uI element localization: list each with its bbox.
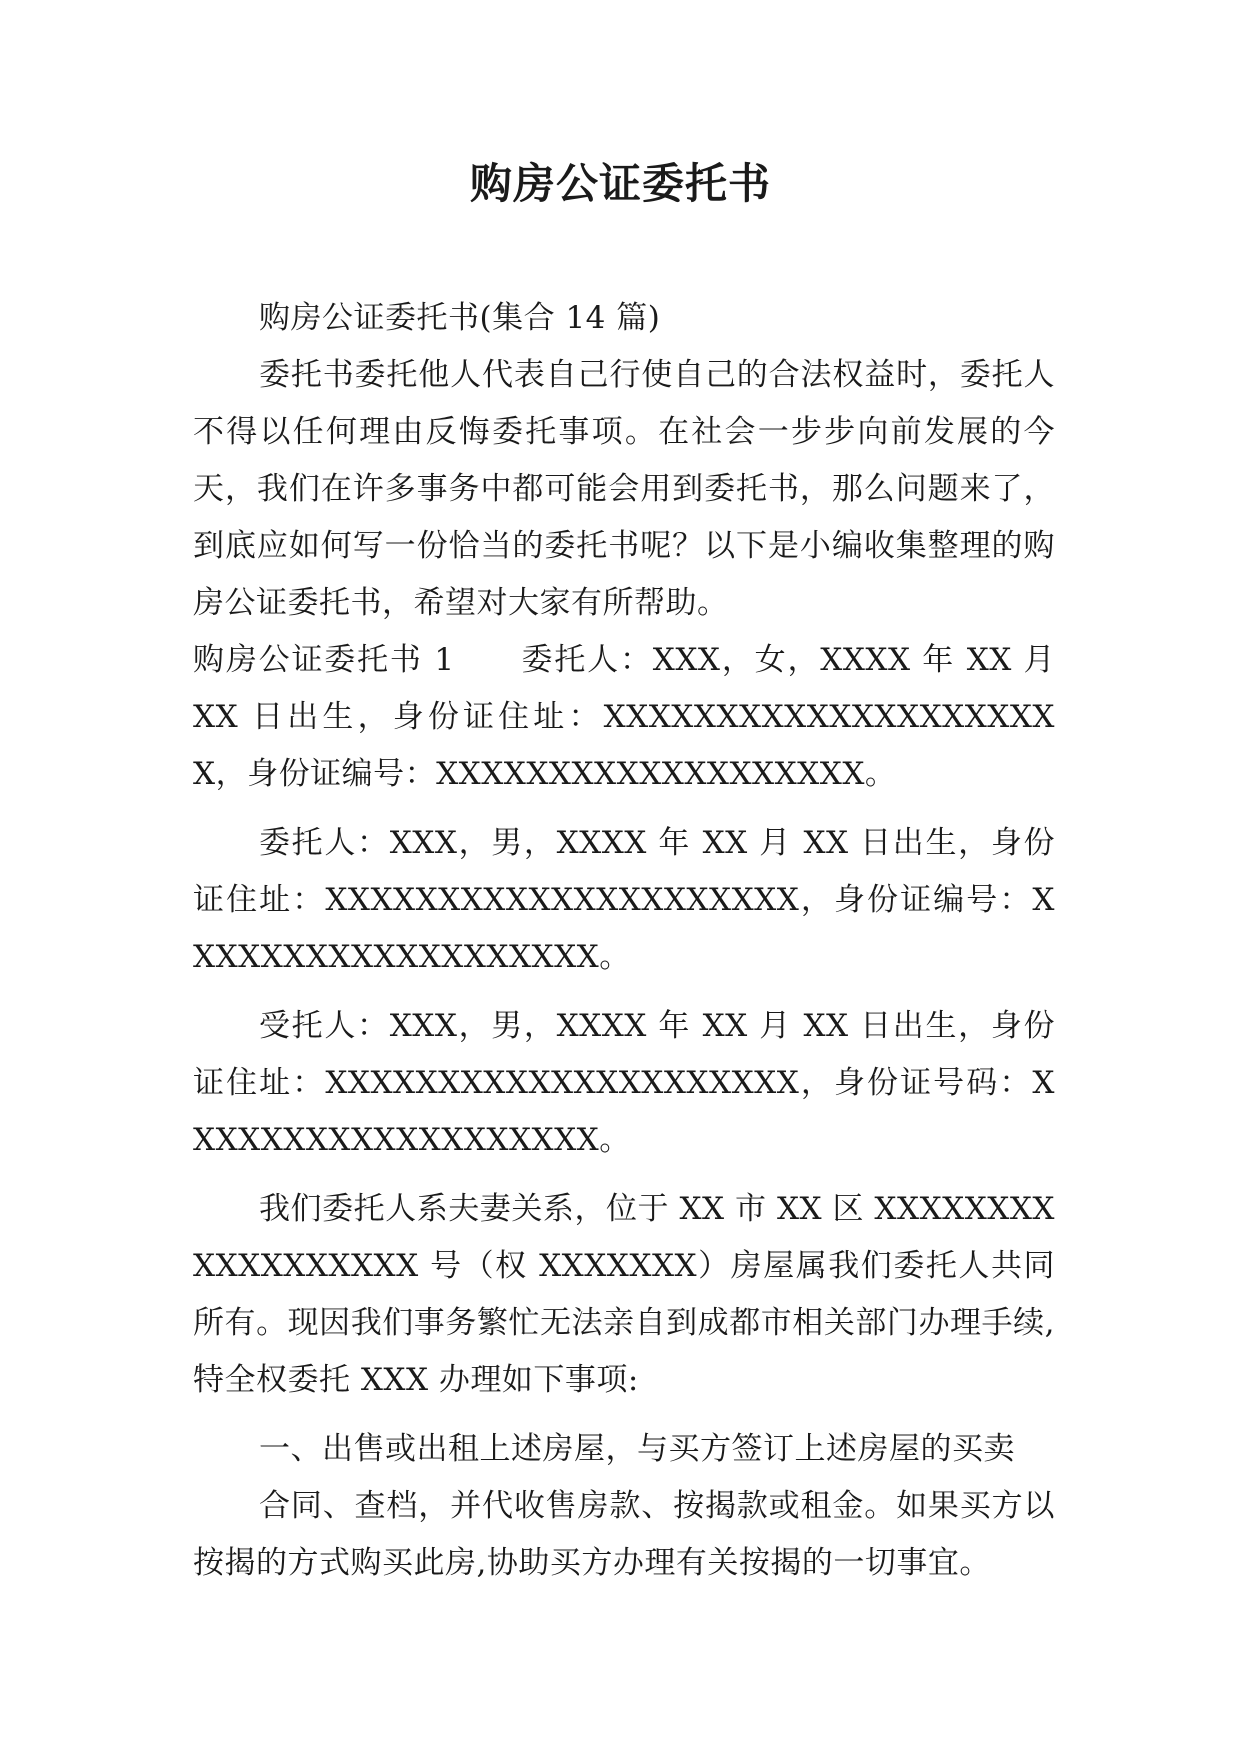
document-title: 购房公证委托书 bbox=[469, 159, 771, 208]
paragraph-item-1: 一、出售或出租上述房屋，与买方签订上述房屋的买卖 bbox=[259, 1431, 1015, 1467]
paragraph-agent: 受托人：XXX，男，XXXX 年 XX 月 XX 日出生，身份证住址：XXXXXXXXXXXXXXXXXXXXX，身份证号码：XXXXXXXXXXXXXXXXXXX。 bbox=[193, 1008, 1055, 1158]
paragraph-intro: 委托书委托他人代表自己行使自己的合法权益时，委托人不得以任何理由反悔委托事项。在社会一步步向前发展的今天，我们在许多事务中都可能会用到委托书，那么问题来了，到底应如何写一份恰当的委托书呢？以下是小编收集整理的购房公证委托书，希望对大家有所帮助。 bbox=[193, 357, 1055, 621]
paragraph-property: 我们委托人系夫妻关系，位于 XX 市 XX 区 XXXXXXXXXXXXXXXXXX 号（权 XXXXXXX）房屋属我们委托人共同所有。现因我们事务繁忙无法亲自到成都市相关部门办理手续,特全权委托 XXX 办理如下事项: bbox=[193, 1191, 1055, 1398]
paragraph-subtitle: 购房公证委托书(集合 14 篇) bbox=[259, 300, 661, 336]
document-body bbox=[193, 290, 1055, 1592]
paragraph-principal-2: 委托人：XXX，男，XXXX 年 XX 月 XX 日出生，身份证住址：XXXXXXXXXXXXXXXXXXXXX，身份证编号：XXXXXXXXXXXXXXXXXXX。 bbox=[193, 825, 1055, 975]
paragraph-item-1-cont: 合同、查档，并代收售房款、按揭款或租金。如果买方以按揭的方式购买此房,协助买方办理有关按揭的一切事宜。 bbox=[193, 1488, 1055, 1581]
paragraph-principal-1: 购房公证委托书 1 委托人：XXX，女，XXXX 年 XX 月 XX 日出生，身份证住址：XXXXXXXXXXXXXXXXXXXXX，身份证编号：XXXXXXXXXXXXXXXXXXX。 bbox=[193, 642, 1055, 792]
